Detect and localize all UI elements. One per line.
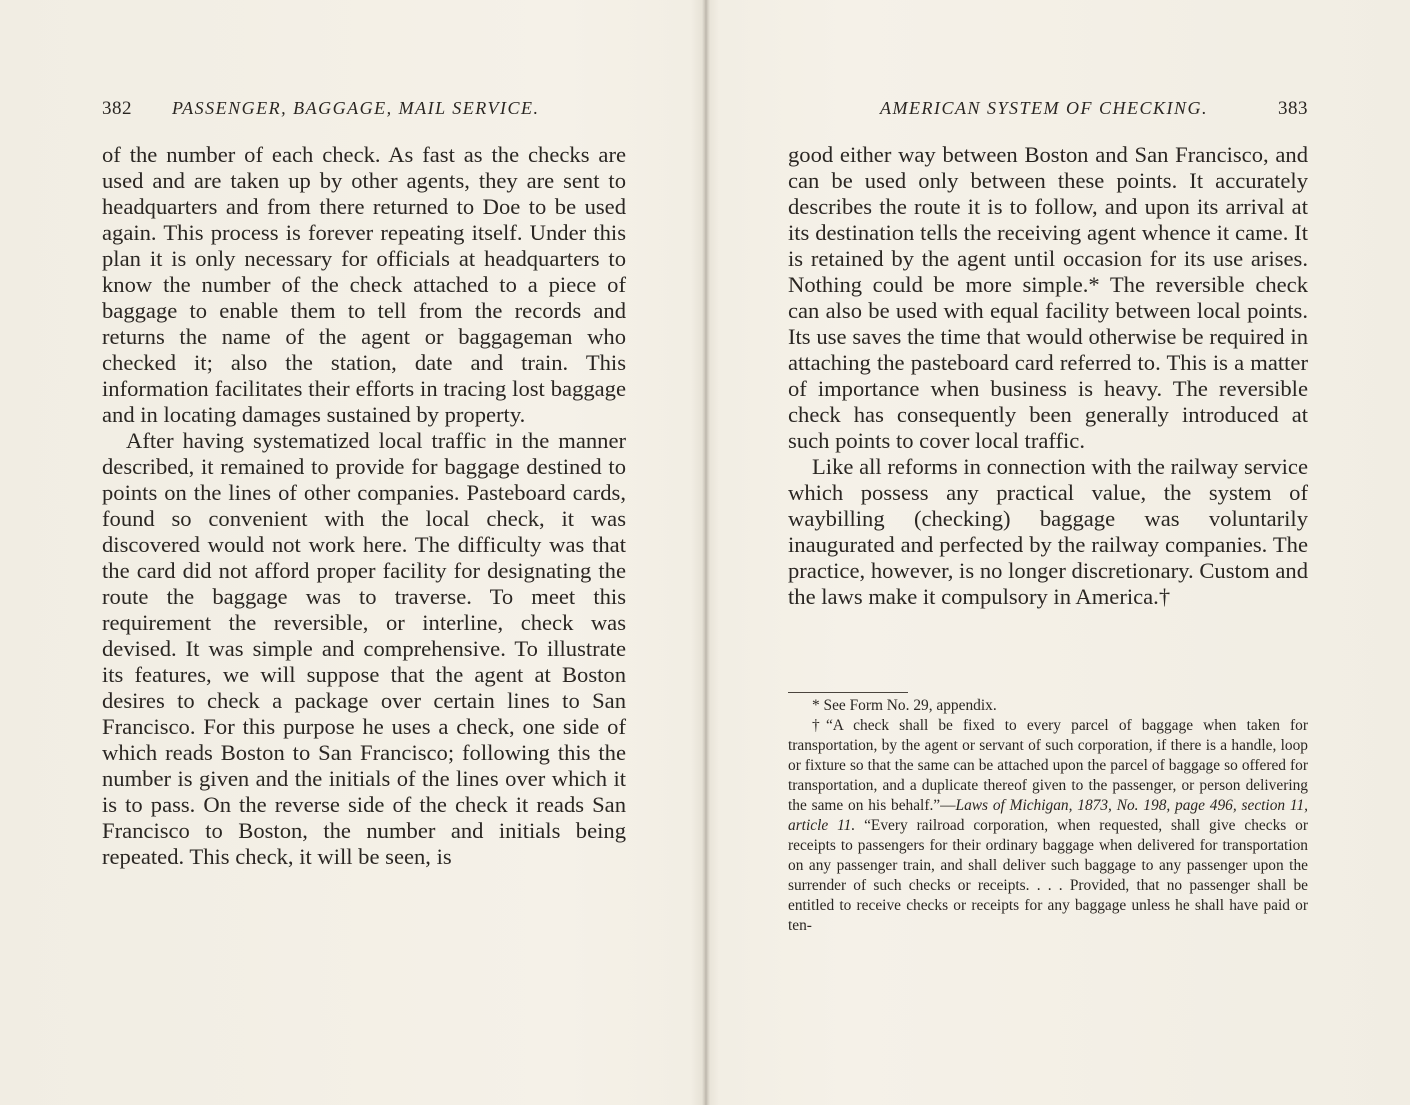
left-running-head [102, 98, 626, 124]
footnote-2-continuation: “Every railroad corporation, when requested, shall give checks or receipts to passengers for their ordinary baggage when delivered for transportation on any passenger train, and shall deliver such baggage to any passenger upon the surrender of such checks or receipts. . . . Provided, that no passenger shall be entitled to receive checks or receipts for any baggage unless he shall have paid or ten- [788, 817, 1309, 934]
footnote-1: * See Form No. 29, appendix. [812, 697, 997, 714]
footnotes [788, 696, 1308, 936]
book-gutter [702, 0, 710, 1105]
footnote-2 [788, 716, 1308, 936]
right-body-text [788, 142, 1308, 610]
left-running-title: PASSENGER, BAGGAGE, MAIL SERVICE. [172, 98, 540, 118]
left-body-text [102, 142, 626, 870]
right-running-head [788, 98, 1308, 124]
left-page [0, 0, 702, 1105]
right-paragraph-2: Like all reforms in connection with the railway service which possess any practical value, the system of waybilling (checking) baggage was voluntarily inaugurated and perfected by the railway companies. The practice, however, is no longer discretionary. Custom and the laws make it compulsory in America.† [788, 454, 1308, 609]
left-paragraph-2: After having systematized local traffic in the manner described, it remained to provide for baggage destined to points on the lines of other companies. Pasteboard cards, found so convenient with the local check, it was discovered would not work here. The difficulty was that the card did not afford proper facility for designating the route the baggage was to traverse. To meet this requirement the reversible, or interline, check was devised. It was simple and comprehensive. To illustrate its features, we will suppose that the agent at Boston desires to check a package over certain lines to San Francisco. For this purpose he uses a check, one side of which reads Boston to San Francisco; following this the number is given and the initials of the lines over which it is to pass. On the reverse side of the check it reads San Francisco to Boston, the number and initials being repeated. This check, it will be seen, is [102, 428, 626, 869]
footnote-2-text: †“A check shall be fixed to every parcel of baggage when taken for transportation, by the agent or servant of such corporation, if there is a handle, loop or fixture so that the same can be attached upon the parcel of baggage so offered for transportation, and a duplicate thereof given to the passenger, or person delivering the same on his behalf.”— [788, 717, 1308, 814]
right-page-number: 383 [1278, 98, 1308, 119]
footnote-2-citation: Laws of Michigan, 1873, No. 198, page 496, section 11, article 11. [788, 797, 1308, 834]
right-running-title: AMERICAN SYSTEM OF CHECKING. [880, 98, 1208, 118]
right-page [710, 0, 1410, 1105]
right-paragraph-1: good either way between Boston and San Francisco, and can be used only between these points. It accurately describes the route it is to follow, and upon its arrival at its destination tells the receiving agent whence it came. It is retained by the agent until occasion for its use arises. Nothing could be more simple.* The reversible check can also be used with equal facility between local points. Its use saves the time that would otherwise be required in attaching the pasteboard card referred to. This is a matter of importance when business is heavy. The reversible check has consequently been generally introduced at such points to cover local traffic. [788, 142, 1308, 453]
left-page-number: 382 [102, 98, 132, 119]
footnote-divider [788, 692, 908, 693]
left-paragraph-1: of the number of each check. As fast as the checks are used and are taken up by other agents, they are sent to headquarters and from there returned to Doe to be used again. This process is forever repeating itself. Under this plan it is only necessary for officials at headquarters to know the number of the check attached to a piece of baggage to enable them to tell from the records and returns the name of the agent or baggageman who checked it; also the station, date and train. This information facilitates their efforts in tracing lost baggage and in locating damages sustained by property. [102, 142, 626, 427]
